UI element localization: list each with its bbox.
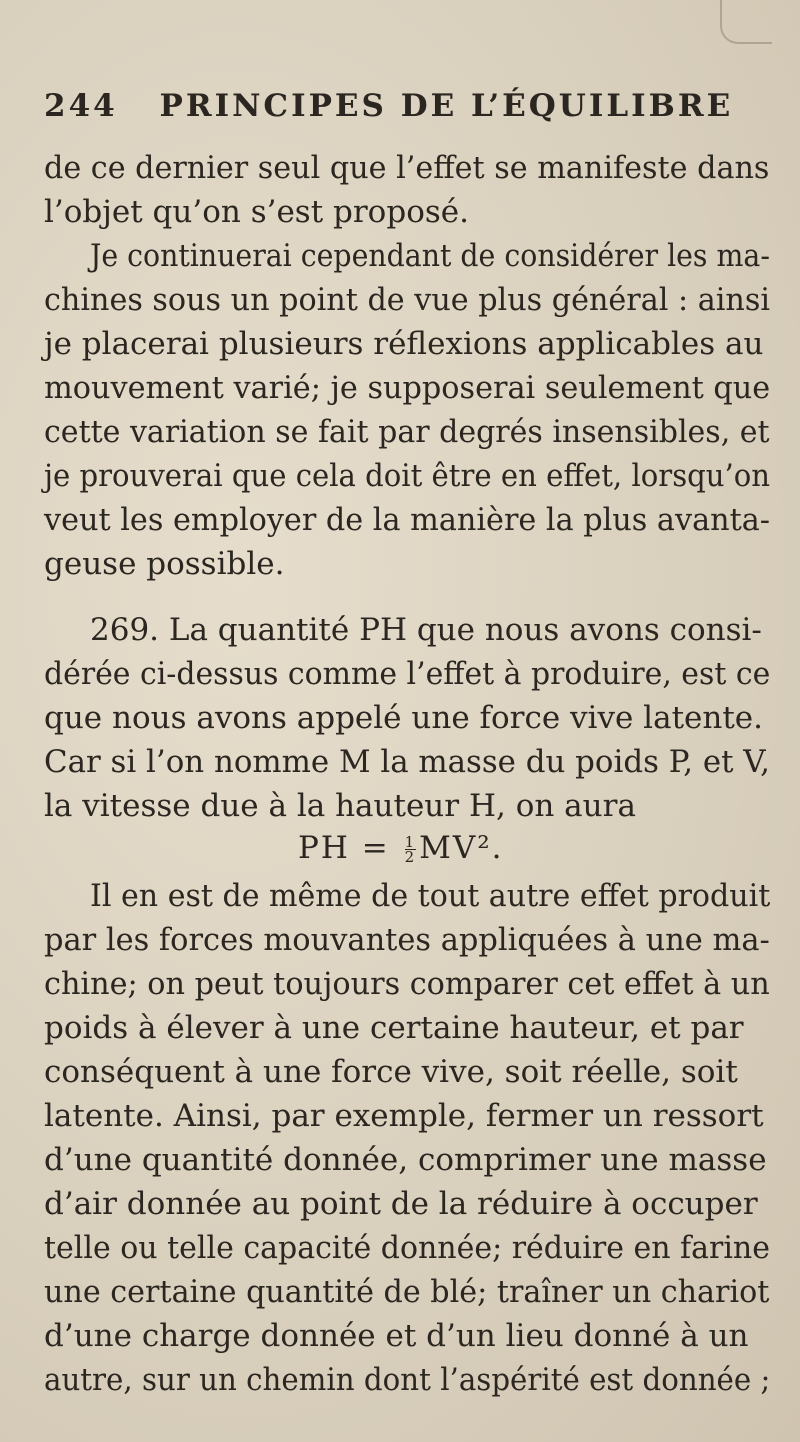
text-line: que nous avons appelé une force vive latente.: [44, 700, 763, 736]
equation: [298, 830, 504, 866]
text-line: chines sous un point de vue plus général : ainsi: [44, 282, 770, 318]
text-line: conséquent à une force vive, soit réelle, soit: [44, 1054, 738, 1090]
text-line: veut les employer de la manière la plus avanta-: [44, 502, 771, 538]
text-line: cette variation se fait par degrés insensibles, et: [44, 414, 770, 450]
text-line: poids à élever à une certaine hauteur, et par: [44, 1010, 744, 1046]
fraction-half: [405, 835, 417, 864]
fraction-numerator: 1: [404, 833, 417, 851]
text-line: de ce dernier seul que l’effet se manifeste dans: [44, 150, 770, 186]
fraction-denominator: 2: [404, 848, 417, 866]
running-title: PRINCIPES DE L’ÉQUILIBRE: [159, 88, 734, 124]
text-line: d’une quantité donnée, comprimer une masse: [44, 1142, 767, 1178]
text-line: latente. Ainsi, par exemple, fermer un ressort: [44, 1098, 764, 1134]
page-corner-mark: [720, 0, 772, 44]
text-line: telle ou telle capacité donnée; réduire en farine: [44, 1230, 770, 1266]
text-line: je prouverai que cela doit être en effet, lorsqu’on: [44, 458, 771, 494]
text-line: mouvement varié; je supposerai seulement que: [44, 370, 771, 406]
text-line: l’objet qu’on s’est proposé.: [44, 194, 469, 230]
equation-rhs: MV².: [419, 830, 504, 866]
equation-lhs: PH =: [298, 830, 402, 866]
text-line: la vitesse due à la hauteur H, on aura: [44, 788, 636, 824]
text-line: autre, sur un chemin dont l’aspérité est donnée ;: [44, 1362, 771, 1398]
text-line: par les forces mouvantes appliquées à une ma-: [44, 922, 770, 958]
text-line: dérée ci-dessus comme l’effet à produire, est ce: [44, 656, 771, 692]
running-header: [44, 88, 764, 124]
page-number: 244: [44, 88, 118, 124]
text-line: une certaine quantité de blé; traîner un chariot: [44, 1274, 770, 1310]
text-line: chine; on peut toujours comparer cet effet à un: [44, 966, 770, 1002]
text-line: geuse possible.: [44, 546, 285, 582]
text-line: Car si l’on nomme M la masse du poids P, et V,: [44, 744, 770, 780]
text-line: d’air donnée au point de la réduire à occuper: [44, 1186, 758, 1222]
text-line: je placerai plusieurs réflexions applicables au: [44, 326, 764, 362]
text-line: Il en est de même de tout autre effet produit: [90, 878, 771, 914]
text-line: d’une charge donnée et d’un lieu donné à un: [44, 1318, 749, 1354]
text-line: Je continuerai cependant de considérer les ma-: [90, 238, 770, 274]
text-line: 269. La quantité PH que nous avons consi-: [90, 612, 762, 648]
